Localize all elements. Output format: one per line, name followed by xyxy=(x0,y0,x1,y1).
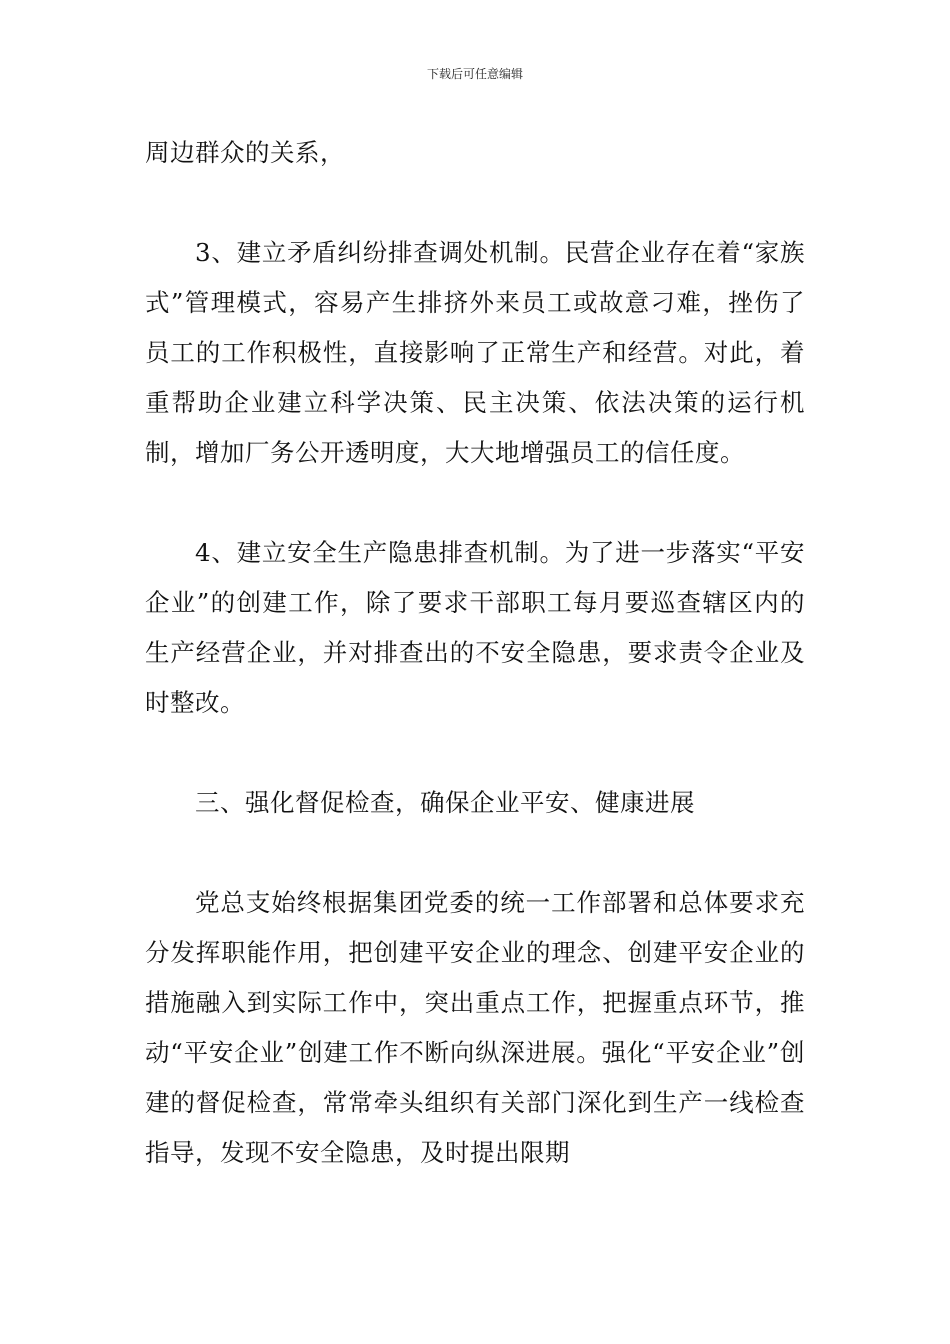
page-header-note: 下载后可任意编辑 xyxy=(426,67,523,81)
paragraph-continuation: 周边群众的关系， xyxy=(145,138,345,167)
document-body xyxy=(145,128,805,1178)
paragraph-section-body: 党总支始终根据集团党委的统一工作部署和总体要求充分发挥职能作用，把创建平安企业的理念、创建平安企业的措施融入到实际工作中，突出重点工作，把握重点环节，推动“平安企业”创建工作不断向纵深进展。强化“平安企业”创建的督促检查，常常牵头组织有关部门深化到生产一线检查指导，发现不安全隐患，及时提出限期 xyxy=(145,888,805,1167)
paragraph-gap xyxy=(145,178,805,228)
paragraph-gap xyxy=(145,828,805,878)
paragraph-gap xyxy=(145,478,805,528)
section-heading: 三、强化督促检查，确保企业平安、健康进展 xyxy=(195,788,695,817)
paragraph-item-4: 4、建立安全生产隐患排查机制。为了进一步落实“平安企业”的创建工作，除了要求干部职工每月要巡查辖区内的生产经营企业，并对排查出的不安全隐患，要求责令企业及时整改。 xyxy=(145,538,805,717)
paragraph-gap xyxy=(145,728,805,778)
paragraph-item-3: 3、建立矛盾纠纷排查调处机制。民营企业存在着“家族式”管理模式，容易产生排挤外来员工或故意刁难，挫伤了员工的工作积极性，直接影响了正常生产和经营。对此，着重帮助企业建立科学决策、民主决策、依法决策的运行机制，增加厂务公开透明度，大大地增强员工的信任度。 xyxy=(145,238,805,467)
